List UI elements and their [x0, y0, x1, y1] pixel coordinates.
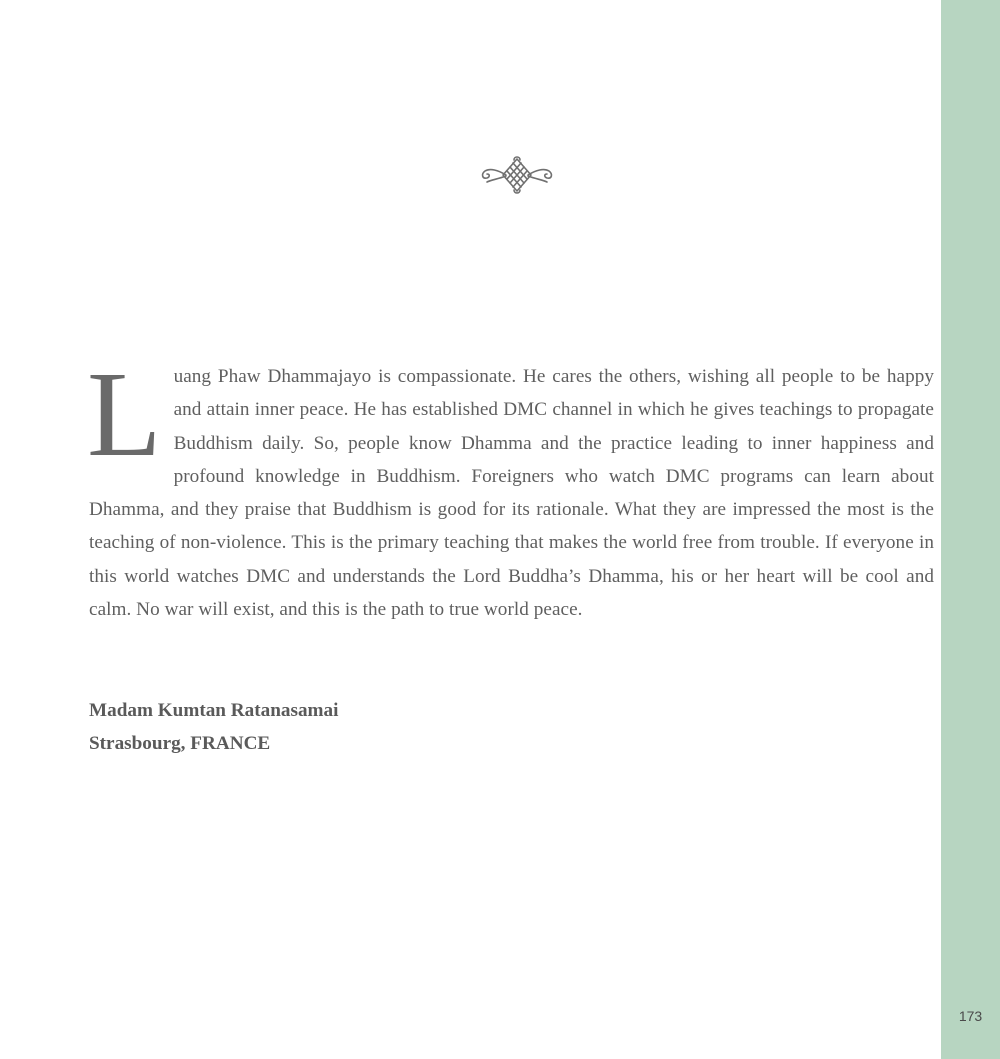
page-number: 173: [958, 1008, 983, 1024]
testimonial-paragraph: [87, 347, 934, 626]
endless-knot-ornament-icon: [478, 154, 556, 196]
side-color-band: [941, 0, 1000, 1059]
signature-block: [89, 694, 338, 761]
drop-cap-letter: L: [87, 347, 162, 482]
author-name: Madam Kumtan Ratanasamai: [89, 700, 339, 721]
author-location: Strasbourg, FRANCE: [89, 733, 271, 755]
testimonial-text: uang Phaw Dhammajayo is compassionate. He cares the others, wishing all people to be happy and attain inner peace. He has established DMC channel in which he gives teachings to propagate Buddhism daily. So, people know Dhamma and the practice leading to inner happiness and profound knowledge in Buddhism. Foreigners who watch DMC programs can learn about Dhamma, and they praise that Buddhism is good for its rationale. What they are impressed the most is the teaching of non-violence. This is the primary teaching that makes the world free from trouble. If everyone in this world watches DMC and understands the Lord Buddha’s Dhamma, his or her heart will be cool and calm. No war will exist, and this is the path to true world peace.: [89, 366, 934, 621]
